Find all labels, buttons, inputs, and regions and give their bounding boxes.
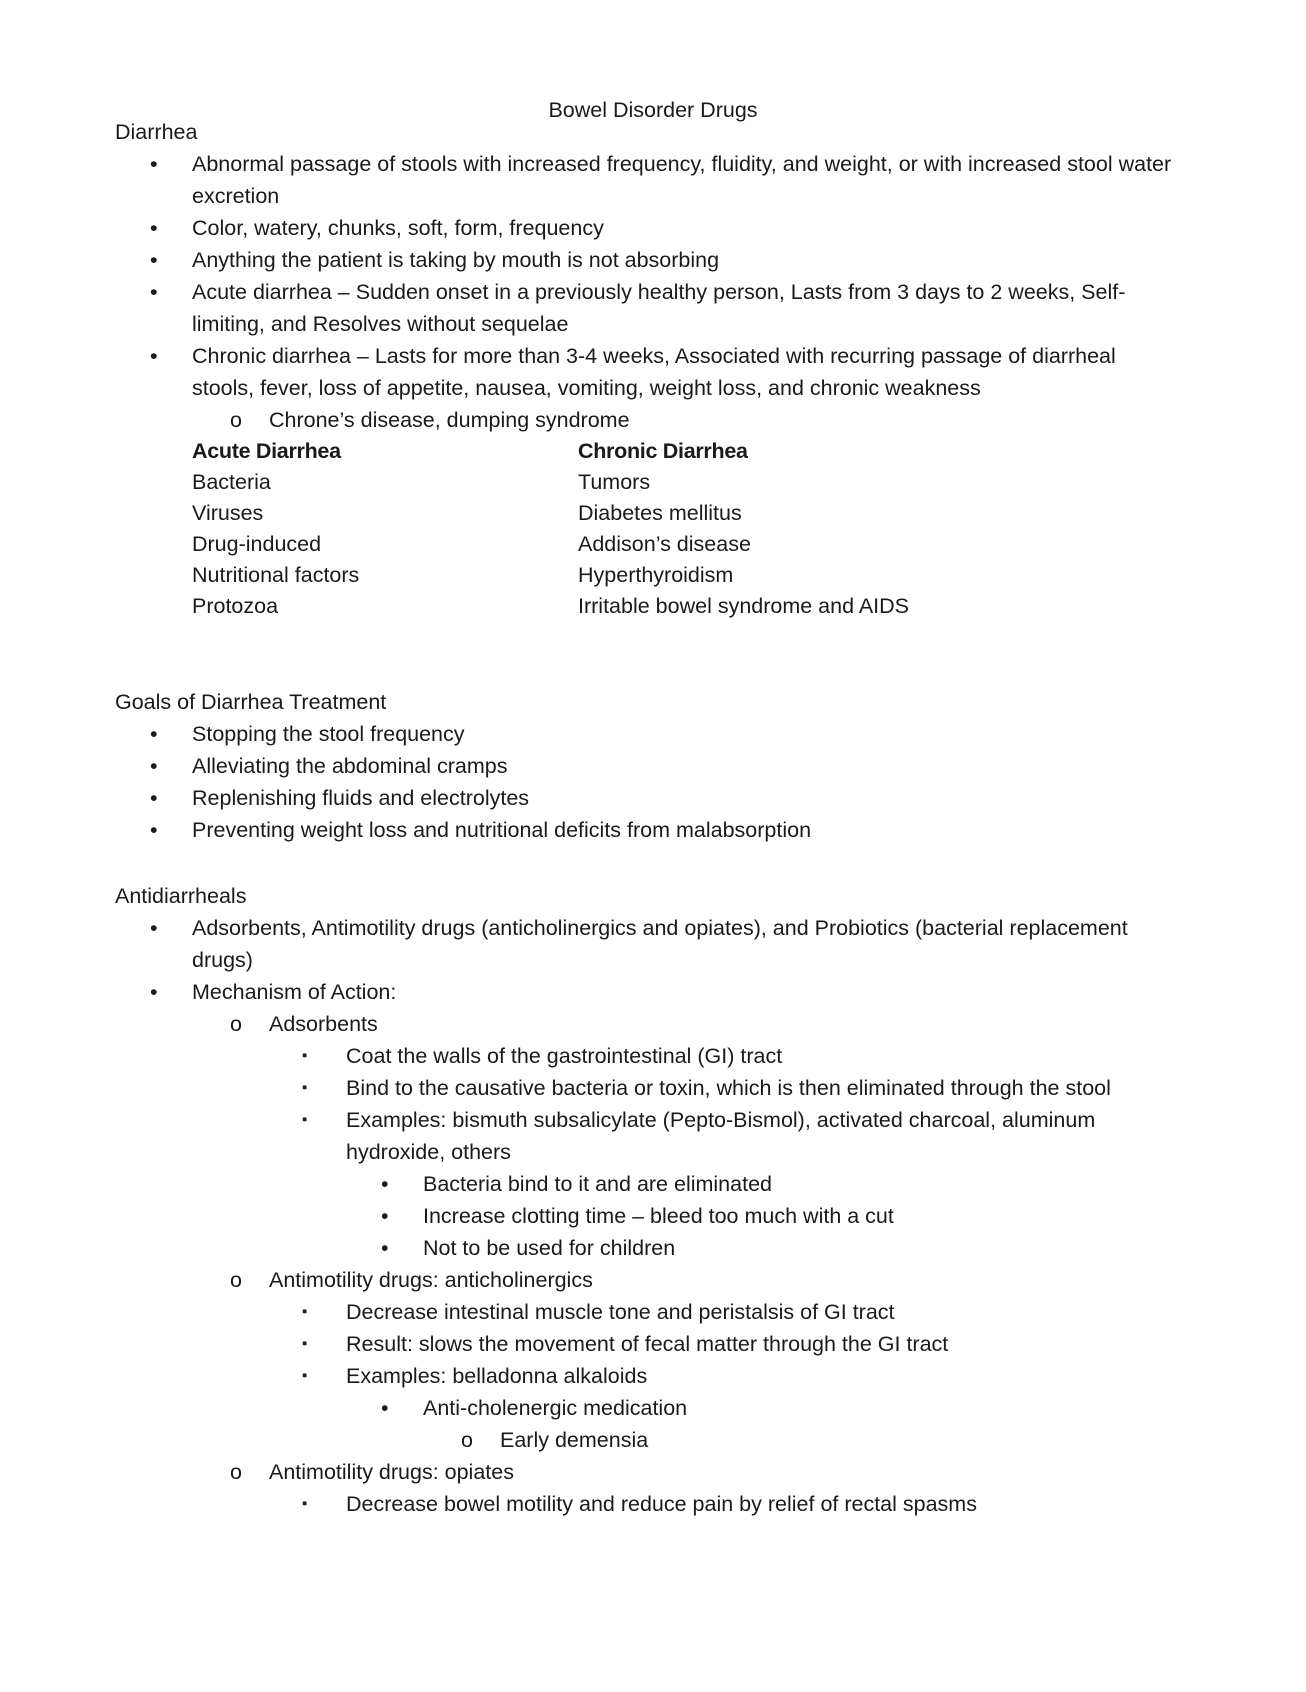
list-item-text: Alleviating the abdominal cramps bbox=[192, 754, 508, 778]
list-item-text: Bind to the causative bacteria or toxin, which is then eliminated through the stool bbox=[346, 1076, 1111, 1100]
circle-marker: o bbox=[230, 1268, 242, 1292]
list-item bbox=[115, 718, 1175, 750]
list-item bbox=[269, 1040, 1175, 1072]
list-item-text: Replenishing fluids and electrolytes bbox=[192, 786, 530, 810]
table-cell: Hyperthyroidism bbox=[578, 563, 734, 587]
list-item bbox=[115, 750, 1175, 782]
list-item bbox=[115, 782, 1175, 814]
list-item-text: Stopping the stool frequency bbox=[192, 722, 465, 746]
diarrhea-causes-table bbox=[192, 436, 909, 622]
table-cell: Addison’s disease bbox=[578, 532, 751, 556]
list-item bbox=[269, 1488, 1175, 1520]
list-item bbox=[269, 1104, 1175, 1264]
list-item bbox=[269, 1360, 1175, 1456]
table-row bbox=[192, 529, 909, 560]
bullet-marker: • bbox=[381, 1204, 389, 1228]
document-title: Bowel Disorder Drugs bbox=[548, 98, 758, 122]
table-header-row bbox=[192, 436, 909, 467]
list-item bbox=[346, 1232, 1175, 1264]
list-item-text: Acute diarrhea – Sudden onset in a previously healthy person, Lasts from 3 days to 2 weeks, Self-limiting, and Resolves without sequelae bbox=[192, 280, 1126, 336]
bullet-marker: • bbox=[150, 916, 158, 940]
goals-heading: Goals of Diarrhea Treatment bbox=[115, 690, 387, 714]
table-cell: Drug-induced bbox=[192, 532, 322, 556]
goals-bullet-list bbox=[115, 718, 1175, 846]
bullet-marker: • bbox=[150, 216, 158, 240]
list-item-text: Chrone’s disease, dumping syndrome bbox=[269, 408, 630, 432]
square-marker: ▪ bbox=[302, 1047, 308, 1064]
list-item bbox=[346, 1168, 1175, 1200]
list-item-text: Anything the patient is taking by mouth is not absorbing bbox=[192, 248, 720, 272]
list-item bbox=[423, 1424, 1175, 1456]
bullet-marker: • bbox=[381, 1172, 389, 1196]
list-item bbox=[192, 1008, 1175, 1264]
square-marker: ▪ bbox=[302, 1335, 308, 1352]
list-item-text: Increase clotting time – bleed too much with a cut bbox=[423, 1204, 894, 1228]
mechanism-list bbox=[192, 1008, 1175, 1520]
list-item bbox=[269, 1072, 1175, 1104]
diarrhea-heading: Diarrhea bbox=[115, 120, 198, 144]
list-item bbox=[115, 244, 1175, 276]
list-item bbox=[115, 212, 1175, 244]
table-row bbox=[192, 498, 909, 529]
list-item bbox=[115, 912, 1175, 976]
acute-diarrhea-header: Acute Diarrhea bbox=[192, 439, 341, 463]
bullet-marker: • bbox=[150, 980, 158, 1004]
goals-section bbox=[115, 686, 1175, 846]
list-item bbox=[346, 1200, 1175, 1232]
adsorbents-sub-list bbox=[346, 1168, 1175, 1264]
table-row bbox=[192, 591, 909, 622]
table-cell: Diabetes mellitus bbox=[578, 501, 742, 525]
list-item-text: Coat the walls of the gastrointestinal (GI) tract bbox=[346, 1044, 783, 1068]
list-item bbox=[115, 340, 1175, 436]
list-item bbox=[115, 404, 1175, 436]
bullet-marker: • bbox=[150, 818, 158, 842]
bullet-marker: • bbox=[150, 786, 158, 810]
antidiarrheals-section bbox=[115, 880, 1175, 1520]
table-cell: Irritable bowel syndrome and AIDS bbox=[578, 594, 910, 618]
square-marker: ▪ bbox=[302, 1303, 308, 1320]
chronic-sub-list bbox=[115, 404, 1175, 436]
bullet-marker: • bbox=[150, 722, 158, 746]
chronic-diarrhea-header: Chronic Diarrhea bbox=[578, 439, 748, 463]
list-item-text: Abnormal passage of stools with increased frequency, fluidity, and weight, or with increased stool water excretion bbox=[192, 152, 1172, 208]
list-item bbox=[115, 148, 1175, 212]
bullet-marker: • bbox=[150, 152, 158, 176]
list-item bbox=[115, 976, 1175, 1520]
list-item bbox=[192, 1264, 1175, 1456]
bullet-marker: • bbox=[150, 280, 158, 304]
list-item-text: Mechanism of Action: bbox=[192, 980, 397, 1004]
list-item-text: Decrease bowel motility and reduce pain by relief of rectal spasms bbox=[346, 1492, 977, 1516]
square-marker: ▪ bbox=[302, 1495, 308, 1512]
list-item bbox=[192, 1456, 1175, 1520]
circle-marker: o bbox=[230, 1460, 242, 1484]
table-cell: Bacteria bbox=[192, 470, 271, 494]
list-item-text: Preventing weight loss and nutritional deficits from malabsorption bbox=[192, 818, 812, 842]
list-item-text: Result: slows the movement of fecal matter through the GI tract bbox=[346, 1332, 949, 1356]
square-marker: ▪ bbox=[302, 1367, 308, 1384]
list-item-text: Early demensia bbox=[500, 1428, 649, 1452]
list-item bbox=[115, 276, 1175, 340]
list-item-text: Anti-cholenergic medication bbox=[423, 1396, 688, 1420]
antidiarrheals-heading: Antidiarrheals bbox=[115, 884, 247, 908]
list-item-text: Color, watery, chunks, soft, form, frequency bbox=[192, 216, 604, 240]
table-row bbox=[192, 560, 909, 591]
list-item-text: Antimotility drugs: opiates bbox=[269, 1460, 514, 1484]
anticholinergics-sub-list bbox=[346, 1392, 1175, 1456]
bullet-marker: • bbox=[381, 1236, 389, 1260]
anticholinergics-list bbox=[269, 1296, 1175, 1456]
list-item-text: Examples: bismuth subsalicylate (Pepto-Bismol), activated charcoal, aluminum hydroxide, others bbox=[346, 1108, 1096, 1164]
table-row bbox=[192, 467, 909, 498]
bullet-marker: • bbox=[381, 1396, 389, 1420]
bullet-marker: • bbox=[150, 248, 158, 272]
list-item-text: Not to be used for children bbox=[423, 1236, 676, 1260]
square-marker: ▪ bbox=[302, 1111, 308, 1128]
adsorbents-list bbox=[269, 1040, 1175, 1264]
anticholinergics-sub-sub-list bbox=[423, 1424, 1175, 1456]
table-cell: Protozoa bbox=[192, 594, 279, 618]
table-cell: Tumors bbox=[578, 470, 651, 494]
circle-marker: o bbox=[230, 1012, 242, 1036]
diarrhea-section bbox=[115, 116, 1175, 622]
list-item-text: Antimotility drugs: anticholinergics bbox=[269, 1268, 593, 1292]
list-item-text: Examples: belladonna alkaloids bbox=[346, 1364, 648, 1388]
list-item-text: Adsorbents bbox=[269, 1012, 378, 1036]
opiates-list bbox=[269, 1488, 1175, 1520]
list-item bbox=[115, 814, 1175, 846]
list-item bbox=[269, 1328, 1175, 1360]
antidiarrheals-bullet-list bbox=[115, 912, 1175, 1520]
circle-marker: o bbox=[230, 408, 242, 432]
table-cell: Nutritional factors bbox=[192, 563, 360, 587]
list-item-text: Decrease intestinal muscle tone and peristalsis of GI tract bbox=[346, 1300, 895, 1324]
list-item bbox=[346, 1392, 1175, 1456]
bullet-marker: • bbox=[150, 344, 158, 368]
circle-marker: o bbox=[461, 1428, 473, 1452]
bullet-marker: • bbox=[150, 754, 158, 778]
list-item bbox=[269, 1296, 1175, 1328]
list-item-text: Bacteria bind to it and are eliminated bbox=[423, 1172, 772, 1196]
list-item-text: Adsorbents, Antimotility drugs (anticholinergics and opiates), and Probiotics (bacterial replacement drugs) bbox=[192, 916, 1128, 972]
square-marker: ▪ bbox=[302, 1079, 308, 1096]
diarrhea-bullet-list bbox=[115, 148, 1175, 436]
list-item-text: Chronic diarrhea – Lasts for more than 3-4 weeks, Associated with recurring passage of diarrheal stools, fever, loss of appetite, nausea, vomiting, weight loss, and chronic weakness bbox=[192, 344, 1116, 400]
table-cell: Viruses bbox=[192, 501, 264, 525]
